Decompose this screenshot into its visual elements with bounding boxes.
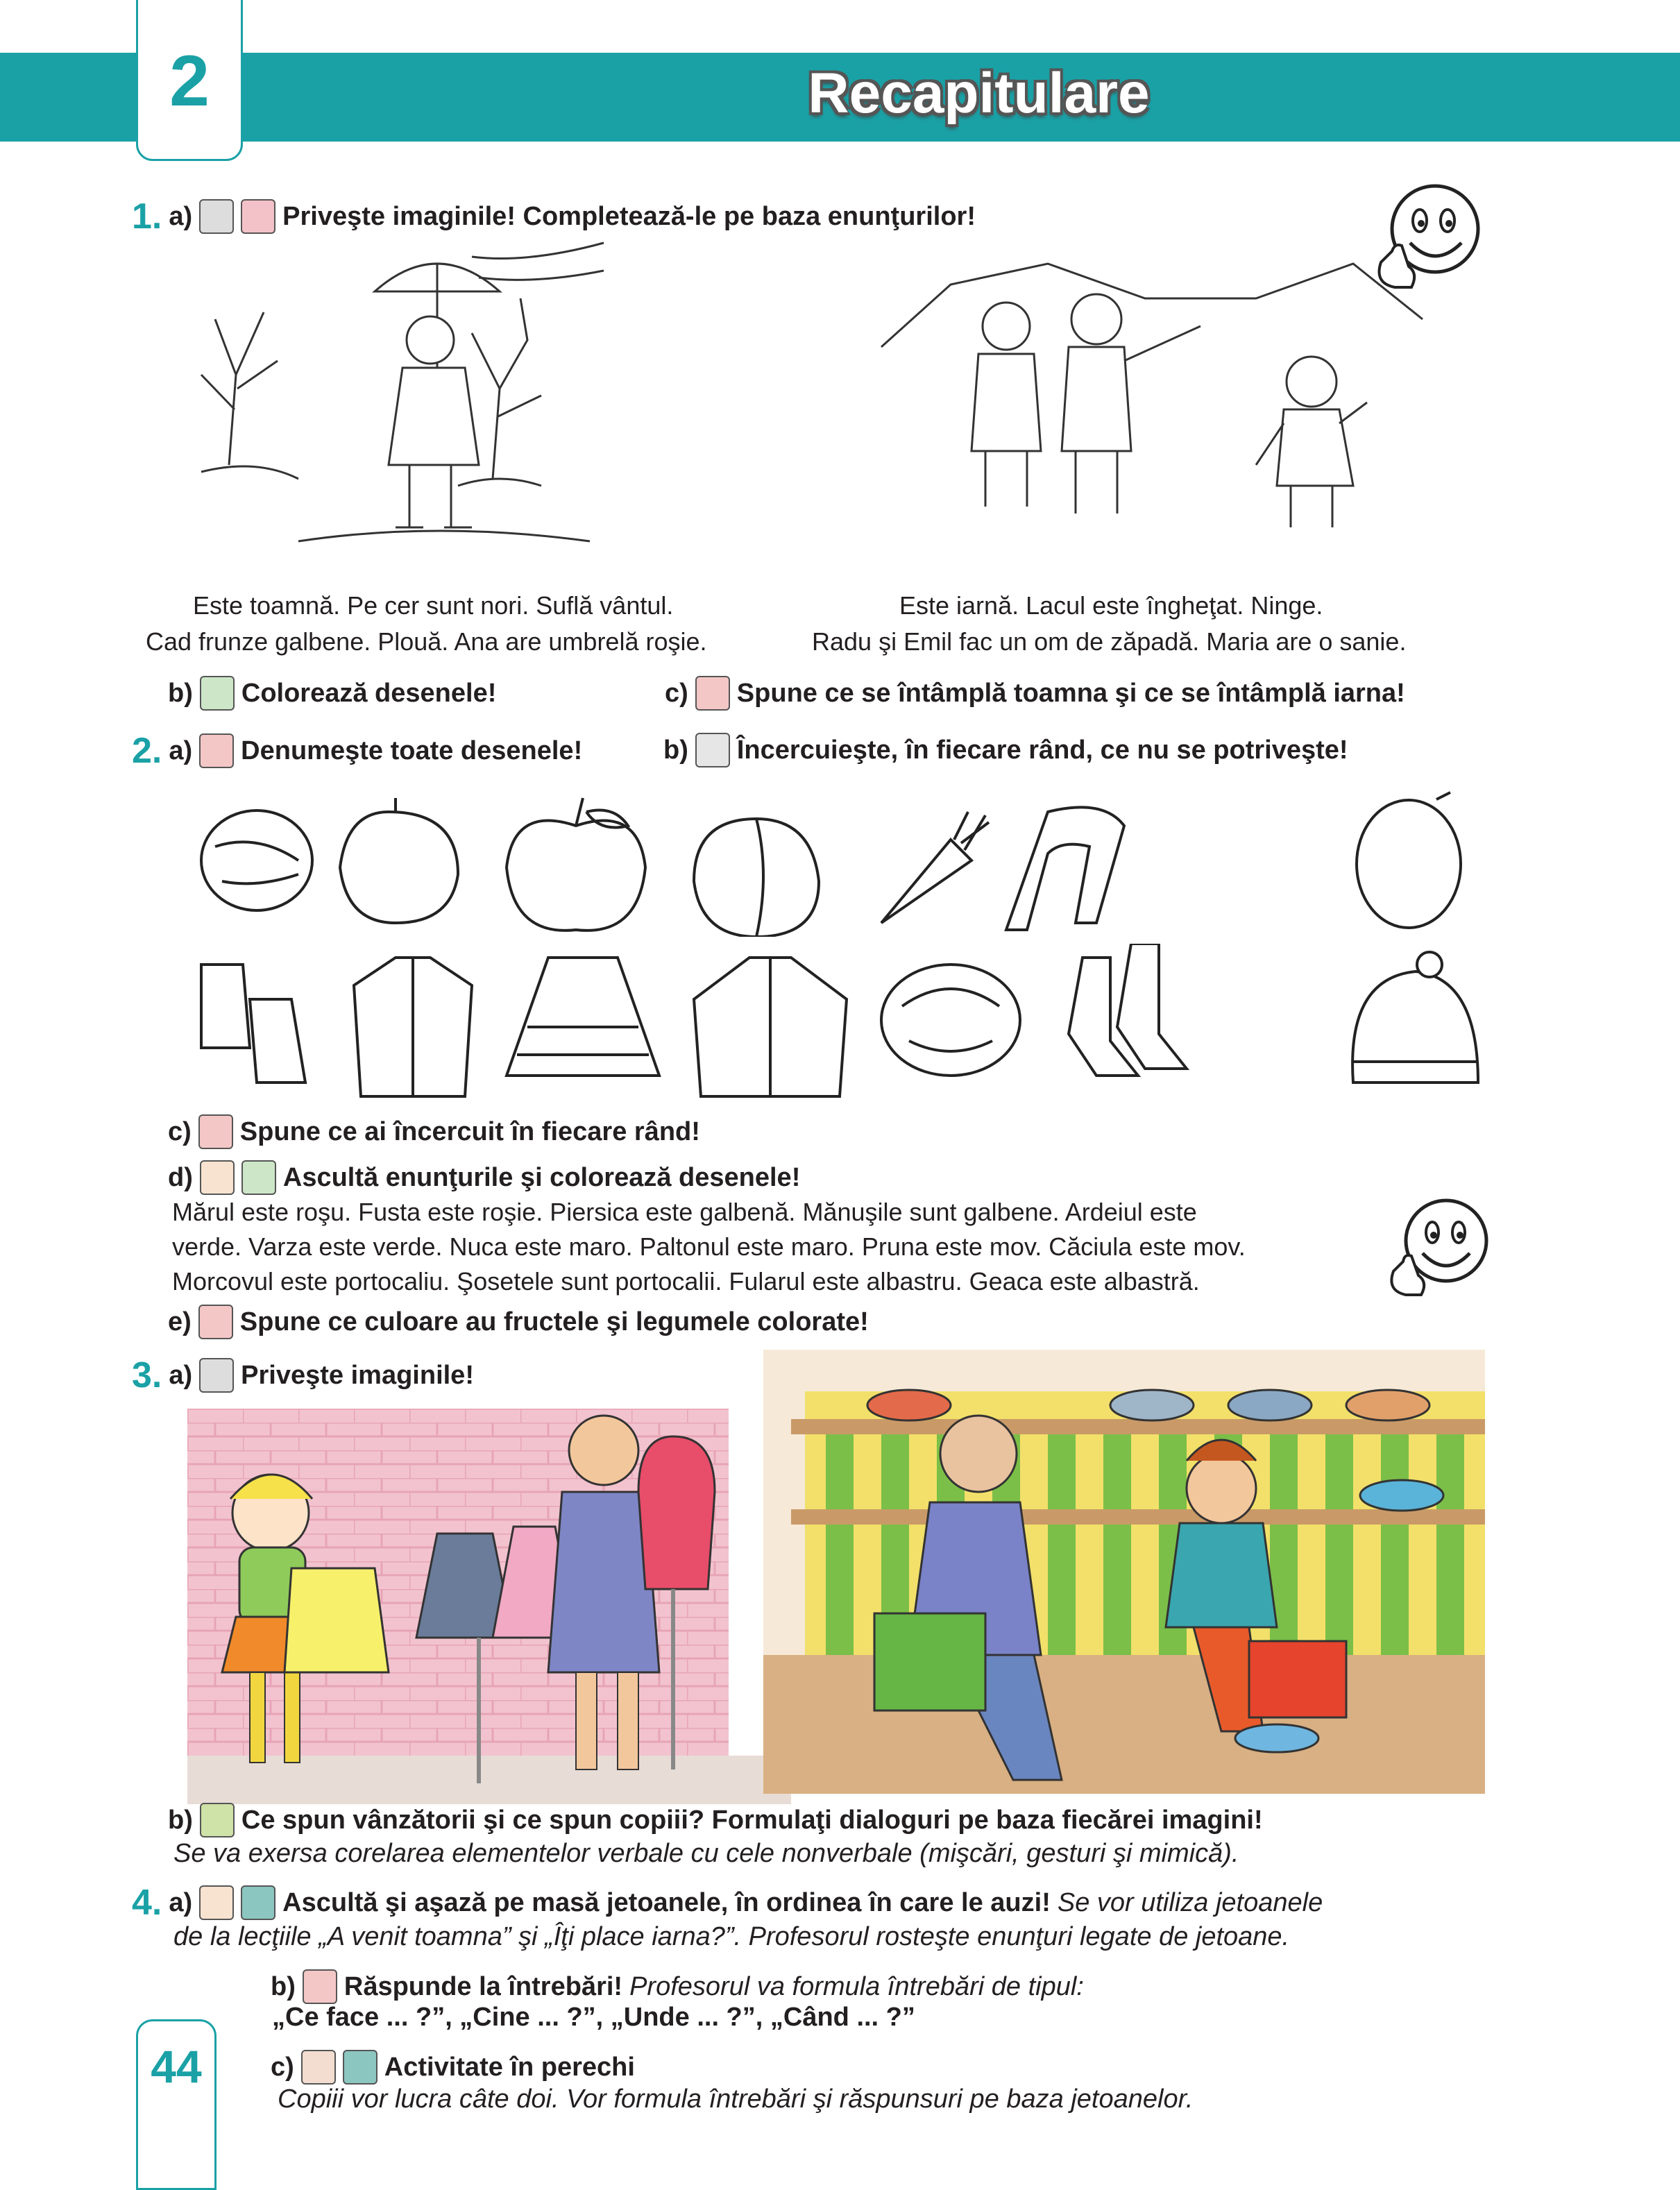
ex4-a-note2: de la lecţiile „A venit toamna” şi „Îţi place iarna?”. Profesorul rosteşte enunţuri legate de jetoane. (173, 1922, 1290, 1951)
ex1-b-text: Colorează desenele! (241, 678, 497, 708)
ex2-number: 2. (132, 731, 162, 771)
lips-icon (198, 1305, 233, 1339)
ex4-a-label: a) (169, 1887, 193, 1917)
ex4-c-text: Activitate în perechi (384, 2052, 635, 2082)
ear-icon (200, 1160, 235, 1195)
winter-caption-line2: Radu şi Emil fac un om de zăpadă. Maria are o sanie. (812, 627, 1407, 656)
dialogue-icon (200, 1803, 235, 1837)
ex4-c-label: c) (271, 2052, 294, 2082)
ex2-d-row (168, 1160, 800, 1195)
ex2-c-label: c) (168, 1117, 192, 1146)
cards-icon (343, 2050, 377, 2085)
ex2-a-text: Denumeşte toate desenele! (241, 736, 583, 765)
page-number: 44 (151, 2041, 202, 2092)
ex1-c-text: Spune ce se întâmplă toamna şi ce se întâmplă iarna! (736, 678, 1405, 708)
ex4-b-text: Răspunde la întrebări! (343, 1971, 623, 2001)
walnut-drawing (201, 810, 312, 910)
cabbage-drawing (881, 965, 1020, 1076)
lesson-number: 2 (169, 41, 210, 121)
lips-icon (303, 1969, 337, 2004)
ex2-d-label: d) (168, 1162, 193, 1192)
autumn-drawing (173, 236, 631, 583)
ex2-d-text: Ascultă enunţurile şi colorează desenele! (282, 1162, 801, 1192)
mittens-drawing (201, 965, 305, 1083)
hat-drawing (1352, 952, 1478, 1083)
ex2-b-text: Încercuieşte, în fiecare rând, ce nu se potriveşte! (736, 735, 1348, 765)
smiley-thumbs-up-icon (1381, 1194, 1492, 1305)
ex1-b-label: b) (168, 678, 193, 708)
pencil-circle-icon (695, 733, 730, 767)
plum-drawing (1357, 792, 1461, 928)
ex4-a-text: Ascultă şi aşază pe masă jetoanele, în ordinea în care le auzi! (282, 1887, 1051, 1917)
ex2-d-line1: Mărul este roşu. Fusta este roşie. Piersica este galbenă. Mănuşile sunt galbene. Ardeiul este (172, 1198, 1197, 1226)
winter-caption-line1: Este iarnă. Lacul este îngheţat. Ninge. (899, 591, 1323, 620)
autumn-caption-line1: Este toamnă. Pe cer sunt nori. Suflă vântul. (193, 591, 674, 620)
pair-hands-icon (301, 2050, 336, 2085)
cards-icon (241, 1885, 275, 1920)
ex3-number: 3. (132, 1355, 162, 1395)
ex2-a-label: a) (169, 736, 193, 765)
ex4-b-label: b) (271, 1971, 296, 2001)
puzzle-icon (241, 199, 275, 234)
items-row-1 (187, 784, 1485, 937)
ex4-c-row (271, 2050, 635, 2085)
ear-icon (199, 1885, 234, 1920)
ex4-b-note: Profesorul va formula întrebări de tipul: (629, 1971, 1084, 2001)
ex3-a-label: a) (169, 1360, 193, 1390)
ex2-a-row (132, 730, 582, 772)
lips-icon (695, 676, 730, 711)
ex3-b-note: Se va exersa corelarea elementelor verbale cu cele nonverbale (mişcări, gesturi şi mimică). (173, 1839, 1239, 1868)
coat-drawing (354, 958, 472, 1096)
ex1-c-row (665, 676, 1405, 711)
winter-drawing (867, 243, 1436, 562)
ex1-c-label: c) (665, 678, 688, 708)
lips-icon (199, 733, 234, 768)
ex2-d-line3: Morcovul este portocaliu. Şosetele sunt portocalii. Fularul este albastru. Geaca este albastră. (172, 1267, 1200, 1296)
ex1-number: 1. (132, 196, 162, 237)
shoe-shop-illustration (763, 1350, 1485, 1808)
scarf-drawing (1006, 807, 1124, 930)
socks-drawing (1069, 944, 1187, 1076)
ex3-a-row (132, 1355, 474, 1396)
pepper-drawing (340, 798, 458, 923)
ex2-e-row (168, 1305, 869, 1339)
ex4-a-note1: Se vor utiliza jetoanele (1057, 1887, 1323, 1917)
jacket-drawing (694, 958, 847, 1096)
crayons-icon (241, 1160, 276, 1195)
items-row-2 (187, 944, 1485, 1110)
clothes-shop-illustration (187, 1395, 791, 1804)
peach-drawing (694, 819, 819, 937)
carrot-drawing (881, 812, 989, 923)
autumn-caption-line2: Cad frunze galbene. Plouă. Ana are umbrelă roşie. (146, 627, 707, 656)
ex2-b-label: b) (663, 735, 688, 765)
ex2-c-row (168, 1114, 700, 1149)
page-title: Recapitulare (808, 62, 1150, 125)
ex4-c-note: Copiii vor lucra câte doi. Vor formula întrebări şi răspunsuri pe baza jetoanelor. (278, 2085, 1194, 2114)
ex3-a-text: Priveşte imaginile! (241, 1360, 474, 1390)
ex2-c-text: Spune ce ai încercuit în fiecare rând! (239, 1117, 700, 1146)
apple-drawing (507, 798, 645, 931)
ex1-a-label: a) (169, 201, 193, 231)
ex2-e-label: e) (168, 1307, 192, 1336)
ex2-b-row (663, 733, 1348, 767)
ex1-b-row (168, 676, 496, 711)
ex4-b-questions: „Ce face ... ?”, „Cine ... ?”, „Unde ... ?”, „Când ... ?” (272, 2003, 915, 2032)
skirt-drawing (507, 958, 659, 1076)
ex1-a-text: Priveşte imaginile! Completează-le pe baza enunţurilor! (282, 201, 976, 231)
ex1-a-row (132, 196, 976, 237)
ex4-number: 4. (132, 1883, 162, 1923)
crayons-icon (200, 676, 235, 711)
ex3-b-label: b) (168, 1805, 193, 1835)
lips-icon (198, 1114, 233, 1149)
ex4-a-row (132, 1882, 1323, 1924)
ex3-b-text: Ce spun vânzătorii şi ce spun copiii? Formulaţi dialoguri pe baza fiecărei imagini! (241, 1805, 1263, 1835)
ex3-b-row (168, 1803, 1263, 1837)
eye-icon (199, 199, 234, 234)
eye-icon (199, 1358, 234, 1393)
ex2-e-text: Spune ce culoare au fructele şi legumele colorate! (239, 1307, 869, 1336)
ex4-b-row (271, 1969, 1084, 2004)
ex2-d-line2: verde. Varza este verde. Nuca este maro. Paltonul este maro. Pruna este mov. Căciula este mov. (172, 1232, 1246, 1261)
